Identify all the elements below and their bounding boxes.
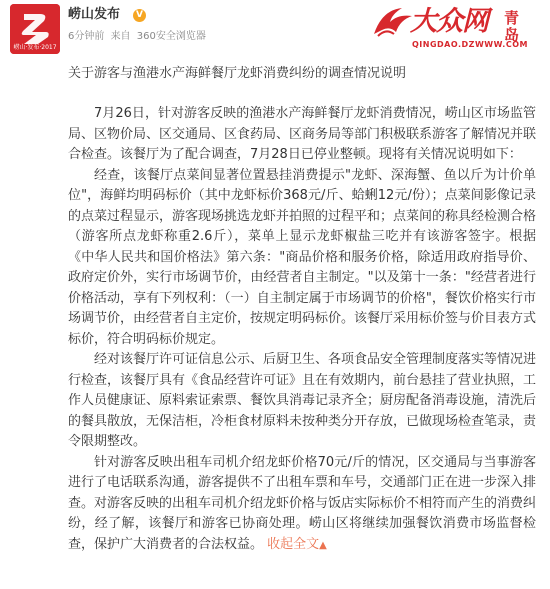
collapse-button[interactable] [267,537,327,552]
brand-watermark [372,4,544,54]
paragraph-text: 针对游客反映出租车司机介绍龙虾价格70元/斤的情况，区交通局与当事游客进行了电话联系沟通，游客提供不了出租车票和车号，交通部门正在进一步深入排查。对游客反映的出租车司机介绍龙虾价格与饭店实际标价不相符而产生的消费纠纷，经了解，该餐厅和游客已协商处理。崂山区将继续加强餐饮消费市场监督检查，保护广大消费者的合法权益。 [68,454,537,552]
paragraph: 经查，该餐厅点菜间显著位置悬挂消费提示"龙虾、深海蟹、鱼以斤为计价单位"，海鲜均明码标价（其中龙虾标价368元/斤、蛤蜊12元/份）；点菜间影像记录的点菜过程显示，游客现场挑选龙虾并拍照的过程平和；点菜间的称具经检测合格（游客所点龙虾称重2.6斤），菜单上显示龙虾椒盐三吃并有该游客签字。根据《中华人民共和国价格法》第六条："商品价格和服务价格，除适用政府指导价、政府定价外，实行市场调节价，由经营者自主制定。"以及第十一条："经营者进行价格活动，享有下列权利：（一）自主制定属于市场调节的价格"，餐饮价格实行市场调节价，由经营者自主定价，按规定明码标价。该餐厅采用标价签与价目表方式标价，符合明码标价规定。 [68,167,537,347]
post-title: 关于游客与渔港水产海鲜餐厅龙虾消费纠纷的调查情况说明 [68,66,407,81]
paragraph: 经对该餐厅许可证信息公示、后厨卫生、各项食品安全管理制度落实等情况进行检查，该餐厅具有《食品经营许可证》且在有效期内，前台悬挂了营业执照，工作人员健康证、原料索证索票、餐饮具消毒记录齐全；厨房配备消毒设施，清洗后的餐具散放，无保洁柜，冷柜食材原料未按种类分开存放，已做现场检查笔录，责令限期整改。 [68,352,537,449]
avatar[interactable] [10,4,60,54]
account-name[interactable]: 崂山发布 [68,7,121,22]
post-source[interactable]: 360安全浏览器 [136,31,206,42]
avatar-caption: 崂山·发布·2017 [13,44,57,51]
paragraph [68,453,536,557]
brand-name: 大众网 [410,6,488,37]
chevron-up-icon: ▲ [319,539,327,551]
paragraph: 7月26日，针对游客反映的渔港水产海鲜餐厅龙虾消费情况，崂山区市场监管局、区物价局、区交通局、区食药局、区商务局等部门积极联系游客了解情况并联合检查。该餐厅为了配合调查，7月28日已停业整顿。现将有关情况说明如下： [68,106,537,162]
post-time[interactable]: 6分钟前 [68,31,105,42]
brand-city: 青岛 [504,9,520,44]
source-prefix: 来自 [110,31,131,42]
post-body [68,104,536,556]
brand-domain: QINGDAO.DZWWW.COM [412,40,528,49]
verified-badge-icon: V [133,9,146,22]
post-header [0,0,550,62]
wave-logo-icon [372,4,414,40]
post-meta [68,30,209,44]
collapse-label: 收起全文 [267,536,320,552]
